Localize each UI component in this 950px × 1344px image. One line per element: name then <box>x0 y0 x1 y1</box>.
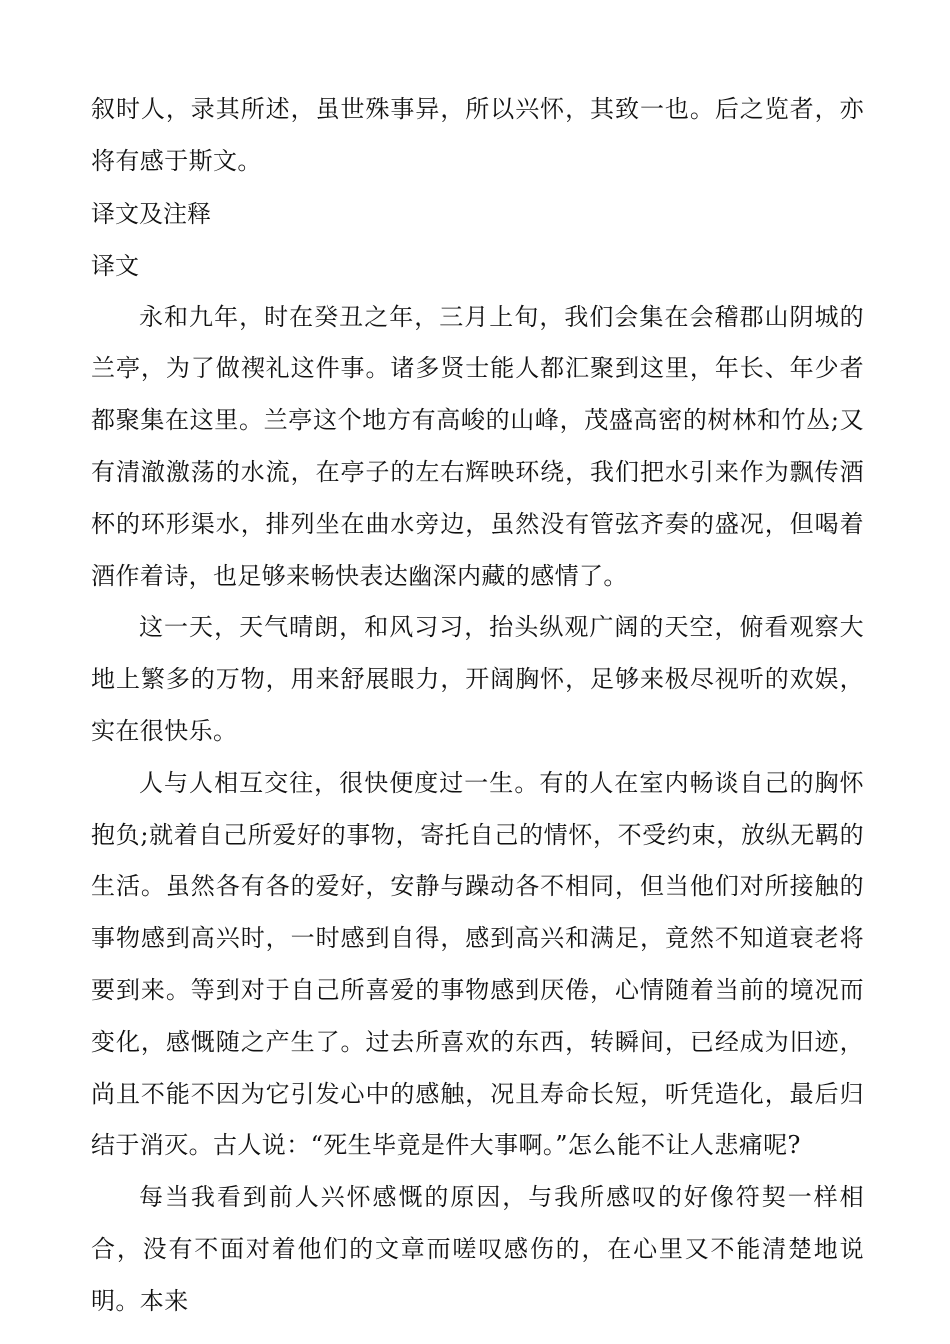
paragraph-2: 这一天，天气晴朗，和风习习，抬头纵观广阔的天空，俯看观察大地上繁多的万物，用来舒展眼力，开阔胸怀，足够来极尽视听的欢娱，实在很快乐。 <box>91 613 864 745</box>
paragraph-1: 永和九年，时在癸丑之年，三月上旬，我们会集在会稽郡山阴城的兰亭，为了做禊礼这件事。诸多贤士能人都汇聚到这里，年长、年少者都聚集在这里。兰亭这个地方有高峻的山峰，茂盛高密的树林和竹丛;又有清澈激荡的水流，在亭子的左右辉映环绕，我们把水引来作为飘传酒杯的环形渠水，排列坐在曲水旁边，虽然没有管弦齐奏的盛况，但喝着酒作着诗，也足够来畅快表达幽深内藏的感情了。 <box>91 302 864 590</box>
paragraph-4: 每当我看到前人兴怀感慨的原因，与我所感叹的好像符契一样相合，没有不面对着他们的文章而嗟叹感伤的，在心里又不能清楚地说明。本来 <box>91 1183 864 1315</box>
translation-subheading: 译文 <box>91 251 139 280</box>
paragraph-3: 人与人相互交往，很快便度过一生。有的人在室内畅谈自己的胸怀抱负;就着自己所爱好的事物，寄托自己的情怀，不受约束，放纵无羁的生活。虽然各有各的爱好，安静与躁动各不相同，但当他们对所接触的事物感到高兴时，一时感到自得，感到高兴和满足，竟然不知道衰老将要到来。等到对于自己所喜爱的事物感到厌倦，心情随着当前的境况而变化，感慨随之产生了。过去所喜欢的东西，转瞬间，已经成为旧迹，尚且不能不因为它引发心中的感触，况且寿命长短，听凭造化，最后归结于消灭。古人说：“死生毕竟是件大事啊。”怎么能不让人悲痛呢? <box>91 768 864 1160</box>
section-heading: 译文及注释 <box>91 199 211 228</box>
continuation-paragraph: 叙时人，录其所述，虽世殊事异，所以兴怀，其致一也。后之览者，亦将有感于斯文。 <box>91 95 864 175</box>
